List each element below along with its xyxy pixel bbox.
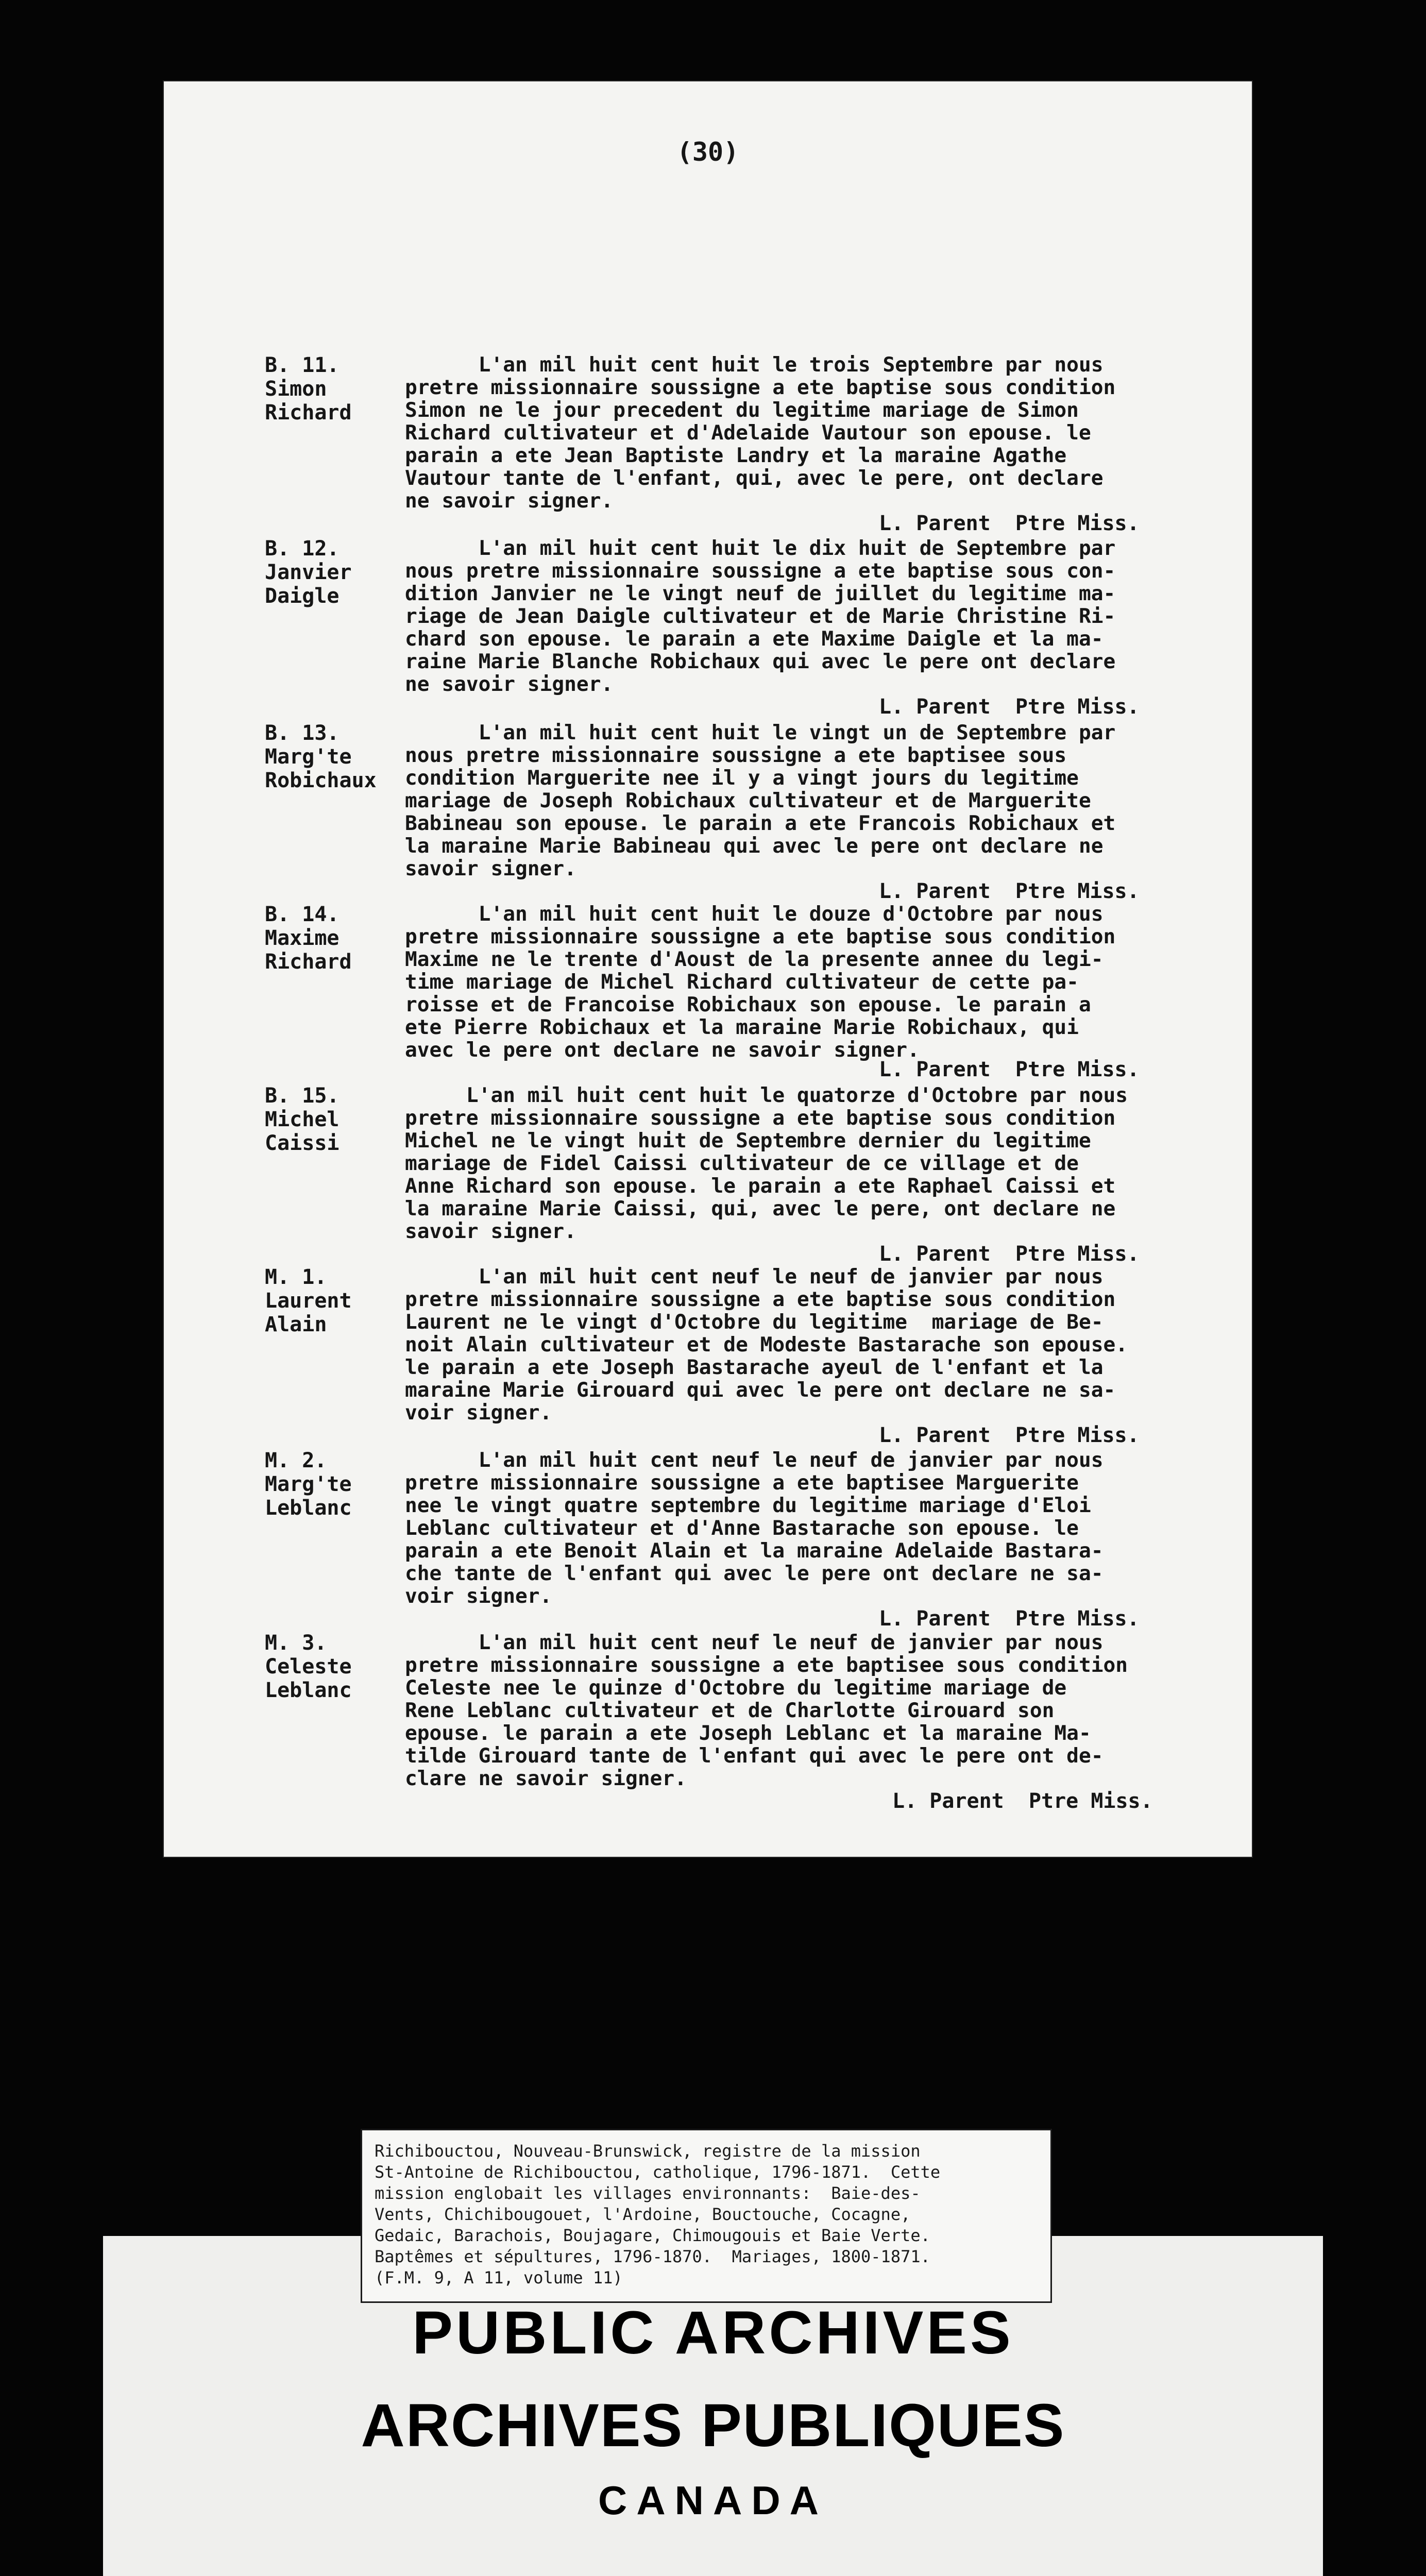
entry-label: B. 14. Maxime Richard [265,903,352,974]
entry-label: B. 11. Simon Richard [265,353,352,425]
entry-text: L'an mil huit cent neuf le neuf de janvier par nous pretre missionnaire soussigne a ete baptise sous condition Laurent ne le vingt d'Octobre du legitime mariage de Be- noit Alain cultivateur et de Modeste Bastarache son epouse. le parain a ete Joseph Bastarache ayeul de l'enfant et la maraine Marie Girouard qui avec le pere ont declare ne sa- voir signer. [405,1265,1128,1425]
entry-signature: L. Parent Ptre Miss. [879,512,1140,535]
entry-signature: L. Parent Ptre Miss. [879,1423,1140,1447]
entry-label: M. 2. Marg'te Leblanc [265,1449,352,1520]
entry-text: L'an mil huit cent neuf le neuf de janvier par nous pretre missionnaire soussigne a ete baptisee Marguerite nee le vingt quatre septembre du legitime mariage d'Eloi Leblanc cultivateur et d'Anne Bastarache son epouse. le parain a ete Benoit Alain et la maraine Adelaide Bastara- che tante de l'enfant qui avec le pere ont declare ne sa- voir signer. [405,1448,1104,1608]
entry-signature: L. Parent Ptre Miss. [892,1789,1153,1813]
archives-title-english: PUBLIC ARCHIVES [412,2299,1014,2367]
entry-text: L'an mil huit cent huit le trois Septembre par nous pretre missionnaire soussigne a ete baptise sous condition Simon ne le jour precedent du legitime mariage de Simon Richard cultivateur et d'Adelaide Vautour son epouse. le parain a ete Jean Baptiste Landry et la maraine Agathe Vautour tante de l'enfant, qui, avec le pere, ont declare ne savoir signer. [405,353,1116,513]
entry-text: L'an mil huit cent huit le quatorze d'Octobre par nous pretre missionnaire soussigne a ete baptise sous condition Michel ne le vingt huit de Septembre dernier du legitime mariage de Fidel Caissi cultivateur de ce village et de Anne Richard son epouse. le parain a ete Raphael Caissi et la maraine Marie Caissi, qui, avec le pere, ont declare ne savoir signer. [405,1083,1128,1243]
entry-label: B. 13. Marg'te Robichaux [265,721,377,792]
entry-text: L'an mil huit cent huit le vingt un de Septembre par nous pretre missionnaire soussigne a ete baptisee sous condition Marguerite nee il y a vingt jours du legitime mariage de Joseph Robichaux cultivateur et de Marguerite Babineau son epouse. le parain a ete Francois Robichaux et la maraine Marie Babineau qui avec le pere ont declare ne savoir signer. [405,721,1116,880]
archives-country: CANADA [598,2478,828,2523]
entry-signature: L. Parent Ptre Miss. [879,1607,1140,1631]
entry-signature: L. Parent Ptre Miss. [879,1242,1140,1266]
entry-text: L'an mil huit cent huit le douze d'Octobre par nous pretre missionnaire soussigne a ete baptise sous condition Maxime ne le trente d'Aoust de la presente annee du legi- time mariage de Michel Richard cultivateur de cette pa- roisse et de Francoise Robichaux son epouse. le parain a ete Pierre Robichaux et la maraine Marie Robichaux, qui avec le pere ont declare ne savoir signer. [405,902,1116,1062]
entry-label: B. 15. Michel Caissi [265,1084,339,1155]
catalog-slip: Richibouctou, Nouveau-Brunswick, registre de la mission St-Antoine de Richibouctou, catholique, 1796-1871. Cette mission englobait les villages environnants: Baie-des- Vents, Chichibougouet, l'Ardoine, Bouctouche, Cocagne, Gedaic, Barachois, Boujagare, Chimougouis et Baie Verte. Baptêmes et sépultures, 1796-1870. Mariages, 1800-1871. (F.M. 9, A 11, volume 11) [361,2129,1052,2303]
entry-label: M. 3. Celeste Leblanc [265,1631,352,1702]
page-number: (30) [676,137,739,167]
entry-text: L'an mil huit cent huit le dix huit de Septembre par nous pretre missionnaire soussigne a ete baptise sous con- dition Janvier ne le vingt neuf de juillet du legitime ma- riage de Jean Daigle cultivateur et de Marie Christine Ri- chard son epouse. le parain a ete Maxime Daigle et la ma- raine Marie Blanche Robichaux qui avec le pere ont declare ne savoir signer. [405,536,1116,696]
entry-signature: L. Parent Ptre Miss. [879,879,1140,903]
archives-title-french: ARCHIVES PUBLIQUES [361,2392,1065,2460]
entry-label: M. 1. Laurent Alain [265,1265,352,1336]
register-page [164,81,1252,1857]
entry-signature: L. Parent Ptre Miss. [879,1058,1140,1081]
entry-signature: L. Parent Ptre Miss. [879,695,1140,719]
entry-label: B. 12. Janvier Daigle [265,537,352,608]
entry-text: L'an mil huit cent neuf le neuf de janvier par nous pretre missionnaire soussigne a ete baptisee sous condition Celeste nee le quinze d'Octobre du legitime mariage de Rene Leblanc cultivateur et de Charlotte Girouard son epouse. le parain a ete Joseph Leblanc et la maraine Ma- tilde Girouard tante de l'enfant qui avec le pere ont de- clare ne savoir signer. [405,1631,1128,1790]
